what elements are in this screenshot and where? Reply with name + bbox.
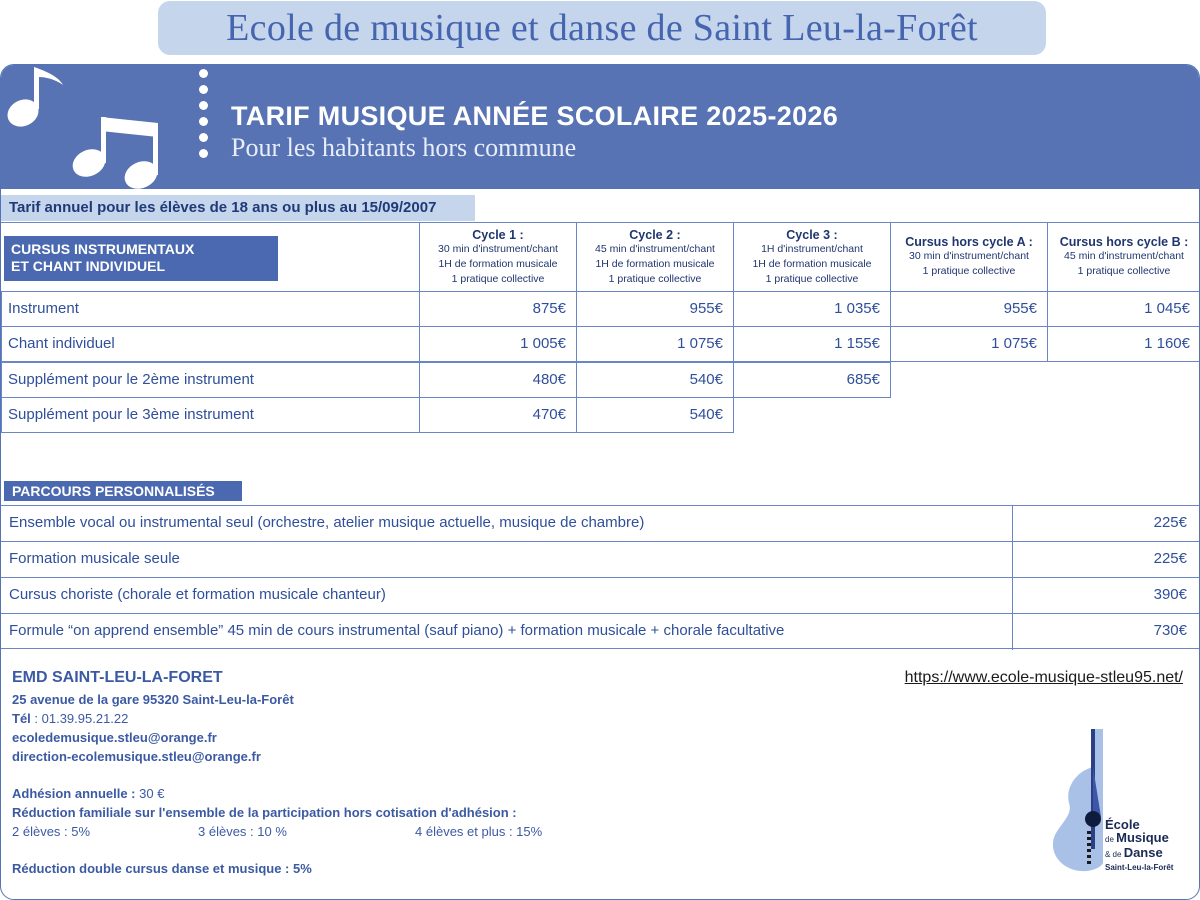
column-line: 1 pratique collective [765, 273, 859, 285]
family-reduction-rates [12, 822, 612, 841]
column-line: 1H de formation musicale [438, 258, 558, 270]
parcours-price: 225€ [1012, 506, 1199, 542]
parcours-label: Formation musicale seule [9, 550, 180, 567]
school-logo-text [1105, 818, 1173, 874]
reduction-four: 4 élèves et plus : 15% [415, 824, 543, 839]
parcours-price: 225€ [1012, 542, 1199, 578]
adhesion-value: 30 € [135, 786, 165, 801]
phone-label: Tél [12, 711, 31, 726]
column-title: Cycle 3 : [786, 228, 838, 242]
parcours-section-label: PARCOURS PERSONNALISÉS [4, 481, 242, 501]
column-header-cycle1 [419, 222, 577, 292]
price-cell: 1 075€ [890, 326, 1048, 362]
column-title: Cycle 2 : [629, 228, 681, 242]
price-cell: 540€ [576, 362, 734, 398]
column-title: Cursus hors cycle B : [1059, 235, 1189, 249]
column-line: 1 pratique collective [1077, 265, 1171, 277]
price-cell: 955€ [576, 291, 734, 327]
price-cell: 955€ [890, 291, 1048, 327]
logo-line2a: de [1105, 835, 1117, 844]
double-cursus-reduction: Réduction double cursus danse et musique : 5% [12, 861, 312, 876]
column-line: 30 min d'instrument/chant [909, 250, 1029, 262]
reduction-two: 2 élèves : 5% [12, 824, 91, 839]
column-line: 1 pratique collective [451, 273, 545, 285]
adhesion-label: Adhésion annuelle : [12, 786, 136, 801]
price-cell: 875€ [419, 291, 577, 327]
parcours-label: Ensemble vocal ou instrumental seul (orchestre, atelier musique actuelle, musique de chambre) [9, 514, 645, 531]
family-reduction-label: Réduction familiale sur l'ensemble de la participation hors cotisation d'adhésion : [12, 805, 517, 820]
column-line: 45 min d'instrument/chant [1064, 250, 1184, 262]
parcours-label: Formule “on apprend ensemble” 45 min de cours instrumental (sauf piano) + formation musicale + chorale facultative [9, 622, 785, 639]
age-note: Tarif annuel pour les élèves de 18 ans ou plus au 15/09/2007 [1, 195, 475, 221]
column-header-hors-cycle-a [890, 222, 1048, 292]
column-title: Cycle 1 : [472, 228, 524, 242]
cursus-section-label [4, 236, 278, 281]
parcours-row [1, 613, 1200, 649]
music-notes-icon [1, 65, 191, 189]
column-line: 45 min d'instrument/chant [595, 243, 715, 255]
row-label-third-instrument: Supplément pour le 3ème instrument [1, 397, 420, 433]
school-contact-name: EMD SAINT-LEU-LA-FORET [12, 669, 223, 686]
school-title: Ecole de musique et danse de Saint Leu-la-Forêt [158, 1, 1046, 55]
price-cell: 1 160€ [1047, 326, 1200, 362]
divider [1, 222, 1200, 223]
column-line: 1 pratique collective [608, 273, 702, 285]
page-subtitle: Pour les habitants hors commune [231, 133, 577, 162]
parcours-row [1, 505, 1200, 541]
school-logo-icon [1049, 727, 1109, 877]
column-header-cycle3 [733, 222, 891, 292]
address: 25 avenue de la gare 95320 Saint-Leu-la-Forêt [12, 692, 294, 707]
price-cell: 470€ [419, 397, 577, 433]
decorative-dots [199, 69, 211, 165]
price-cell: 480€ [419, 362, 577, 398]
column-line: 1H de formation musicale [595, 258, 715, 270]
logo-line3a: & de [1105, 850, 1124, 859]
row-label-second-instrument: Supplément pour le 2ème instrument [1, 362, 420, 398]
price-cell: 685€ [733, 362, 891, 398]
logo-line2b: Musique [1116, 830, 1169, 845]
phone-value: : 01.39.95.21.22 [30, 711, 129, 726]
column-title: Cursus hors cycle A : [905, 235, 1033, 249]
column-line: 1H de formation musicale [752, 258, 872, 270]
parcours-row [1, 541, 1200, 577]
price-cell: 540€ [576, 397, 734, 433]
parcours-label: Cursus choriste (chorale et formation musicale chanteur) [9, 586, 386, 603]
phone [12, 709, 612, 728]
email-1: ecoledemusique.stleu@orange.fr [12, 730, 217, 745]
price-cell: 1 075€ [576, 326, 734, 362]
header-banner [1, 65, 1200, 189]
tariff-frame [0, 64, 1200, 900]
column-line: 30 min d'instrument/chant [438, 243, 558, 255]
logo-line3b: Danse [1123, 845, 1163, 860]
parcours-price: 390€ [1012, 578, 1199, 614]
row-label-instrument: Instrument [1, 291, 420, 327]
parcours-row [1, 577, 1200, 613]
price-cell: 1 045€ [1047, 291, 1200, 327]
cursus-label-line2: ET CHANT INDIVIDUEL [11, 258, 165, 274]
price-cell: 1 035€ [733, 291, 891, 327]
email-2: direction-ecolemusique.stleu@orange.fr [12, 749, 261, 764]
price-cell: 1 005€ [419, 326, 577, 362]
page-title: TARIF MUSIQUE ANNÉE SCOLAIRE 2025-2026 [231, 101, 839, 131]
website-link[interactable]: https://www.ecole-musique-stleu95.net/ [904, 669, 1183, 686]
reduction-three: 3 élèves : 10 % [198, 824, 287, 839]
column-line: 1H d'instrument/chant [761, 243, 863, 255]
column-line: 1 pratique collective [922, 265, 1016, 277]
adhesion [12, 784, 612, 803]
logo-line1: École [1105, 817, 1140, 832]
column-header-cycle2 [576, 222, 734, 292]
cursus-label-line1: CURSUS INSTRUMENTAUX [11, 241, 195, 257]
price-cell: 1 155€ [733, 326, 891, 362]
contact-block [12, 669, 612, 878]
logo-line4: Saint-Leu-la-Forêt [1105, 863, 1174, 872]
parcours-price: 730€ [1012, 614, 1199, 650]
row-label-chant: Chant individuel [1, 326, 420, 362]
column-header-hors-cycle-b [1047, 222, 1200, 292]
